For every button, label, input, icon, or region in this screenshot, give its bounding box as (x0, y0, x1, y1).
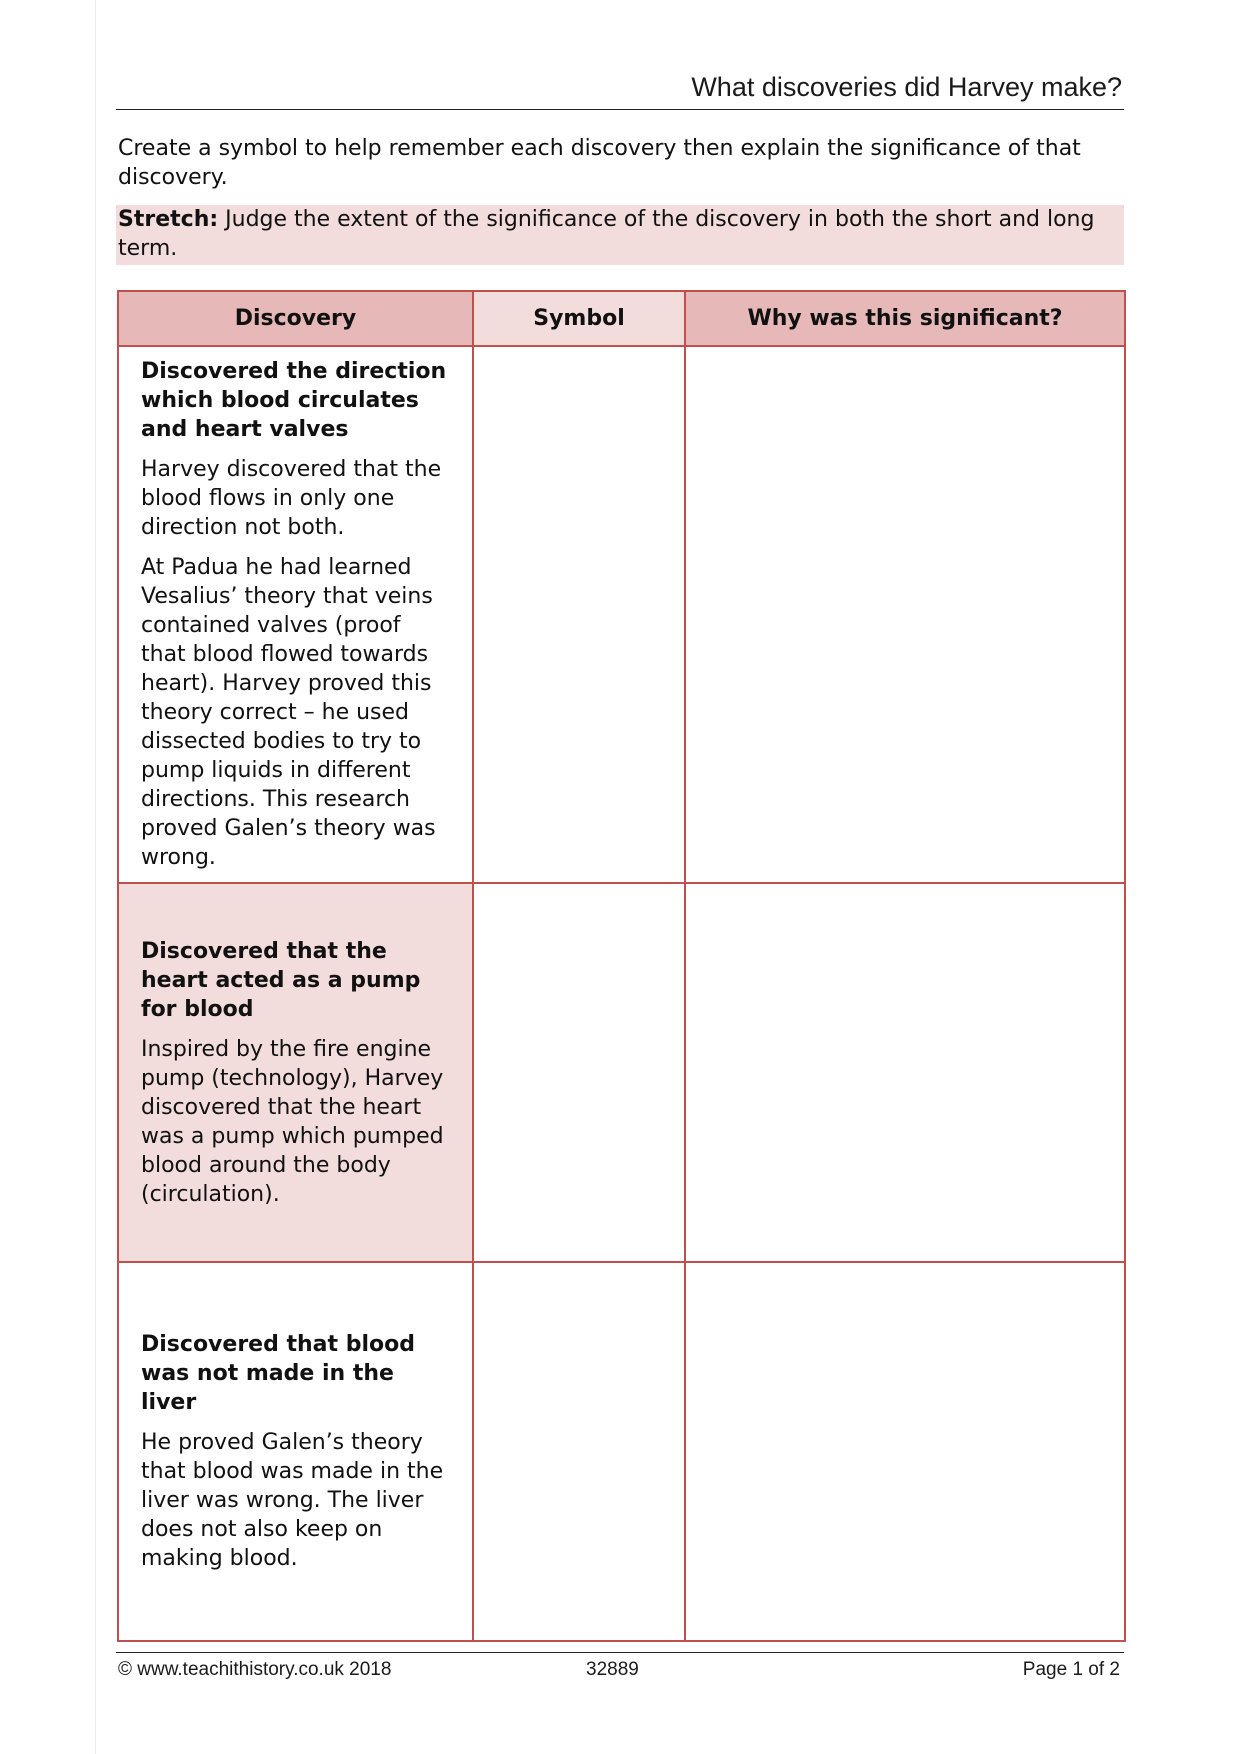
header-divider (116, 109, 1124, 110)
significance-cell[interactable] (685, 1262, 1125, 1641)
header-significance: Why was this significant? (685, 291, 1125, 346)
table-row (118, 346, 1125, 883)
discovery-title: Discovered the direction which blood circulates and heart valves (141, 359, 447, 442)
header-discovery: Discovery (118, 291, 473, 346)
discovery-description: Inspired by the fire engine pump (technology), Harvey discovered that the heart was a pump which pumped blood around the body (circulation). (141, 1036, 444, 1207)
page-footer (116, 1658, 1124, 1684)
table-row (118, 1262, 1125, 1641)
discovery-cell (118, 883, 473, 1262)
table-header-row (118, 291, 1125, 346)
discovery-title: Discovered that the heart acted as a pump for blood (141, 938, 421, 1022)
significance-cell[interactable] (685, 346, 1125, 883)
significance-cell[interactable] (685, 883, 1125, 1262)
discovery-title: Discovered that blood was not made in the liver (141, 1332, 415, 1415)
discovery-cell (118, 1262, 473, 1641)
discovery-description: He proved Galen’s theory that blood was made in the liver was wrong. The liver does not also keep on making blood. (141, 1430, 444, 1571)
footer-page-number: Page 1 of 2 (1022, 1659, 1120, 1680)
discovery-description: At Padua he had learned Vesalius’ theory that veins contained valves (proof that blood flowed towards heart). Harvey proved this theory correct – he used dissected bodies to try to pump liquids in different directions. This research proved Galen’s theory was wrong. (141, 555, 436, 870)
symbol-cell[interactable] (473, 883, 685, 1262)
discovery-cell (118, 346, 473, 883)
symbol-cell[interactable] (473, 346, 685, 883)
page-title: What discoveries did Harvey make? (691, 72, 1122, 102)
footer-resource-code: 32889 (586, 1659, 639, 1680)
discovery-table (117, 290, 1126, 1642)
page-edge-line (95, 0, 96, 1754)
stretch-label: Stretch: (118, 207, 219, 232)
stretch-box (116, 205, 1124, 265)
header-symbol: Symbol (473, 291, 685, 346)
footer-copyright: © www.teachithistory.co.uk 2018 (118, 1659, 392, 1680)
stretch-text (116, 205, 1124, 263)
table-row (118, 883, 1125, 1262)
symbol-cell[interactable] (473, 1262, 685, 1641)
footer-divider (116, 1652, 1124, 1653)
instructions-text: Create a symbol to help remember each discovery then explain the significance of that discovery. (118, 136, 1081, 190)
discovery-description: Harvey discovered that the blood flows in only one direction not both. (141, 457, 442, 540)
stretch-body: Judge the extent of the significance of the discovery in both the short and long term. (118, 207, 1095, 261)
